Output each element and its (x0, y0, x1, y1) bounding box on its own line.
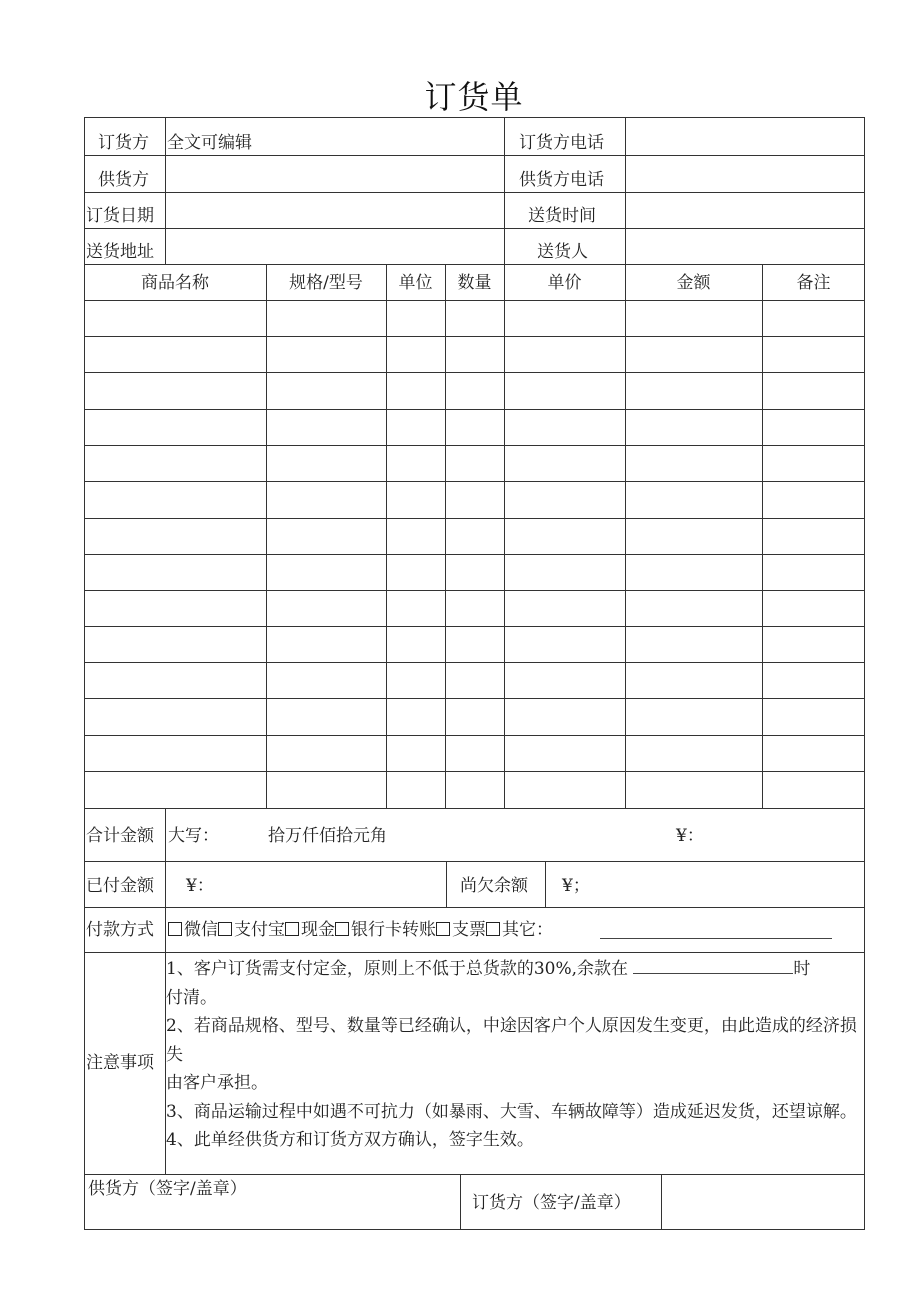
checkbox-bank-transfer[interactable] (335, 922, 349, 936)
payment-options (168, 920, 553, 940)
supplier-signature-label: 供货方（签字/盖章） (88, 1179, 247, 1199)
col-header-remarks: 备注 (796, 273, 831, 293)
checkbox-wechat[interactable] (168, 922, 182, 936)
paid-label: 已付金额 (86, 876, 154, 896)
notes-content (166, 955, 862, 1173)
delivery-address-label: 送货地址 (86, 242, 154, 262)
deliverer-label: 送货人 (537, 242, 588, 262)
deliverer-field[interactable] (630, 232, 862, 262)
note-2-end: 由客户承担。 (166, 1073, 268, 1093)
total-yen-label[interactable]: ¥： (676, 826, 704, 846)
note-4: 4、此单经供货方和订货方双方确认，签字生效。 (166, 1130, 534, 1150)
other-payment-field[interactable] (600, 938, 832, 939)
note-2: 2、若商品规格、型号、数量等已经确认，中途因客户个人原因发生变更，由此造成的经济损失 (166, 1016, 857, 1065)
delivery-time-label: 送货时间 (528, 206, 596, 226)
buyer-label: 订货方 (98, 133, 149, 153)
buyer-field[interactable]: 全文可编辑 (167, 133, 252, 153)
checkbox-cash[interactable] (285, 922, 299, 936)
buyer-phone-label: 订货方电话 (519, 133, 604, 153)
note-3: 3、商品运输过程中如遇不可抗力（如暴雨、大雪、车辆故障等）造成延迟发货，还望谅解。 (166, 1101, 857, 1122)
col-header-spec-model: 规格/型号 (289, 273, 363, 293)
delivery-time-field[interactable] (630, 196, 862, 226)
option-check: 支票 (452, 920, 486, 940)
option-bank-transfer: 银行卡转账 (351, 920, 436, 940)
notes-label: 注意事项 (86, 1053, 154, 1073)
note-1-suffix: 时 (793, 959, 811, 979)
total-uppercase-units[interactable]: 拾万仟佰拾元角 (268, 826, 387, 846)
option-cash: 现金 (301, 920, 335, 940)
option-wechat: 微信 (184, 920, 218, 940)
owed-label: 尚欠余额 (460, 876, 528, 896)
order-date-label: 订货日期 (86, 206, 154, 226)
note-1: 1、客户订货需支付定金，原则上不低于总货款的30%,余款在 (166, 959, 629, 979)
delivery-address-field[interactable] (170, 232, 500, 262)
col-header-product-name: 商品名称 (141, 273, 209, 293)
col-header-quantity: 数量 (457, 273, 492, 293)
page-title: 订货单 (424, 78, 524, 116)
col-header-amount: 金额 (676, 273, 711, 293)
total-label: 合计金额 (86, 826, 154, 846)
checkbox-alipay[interactable] (218, 922, 232, 936)
total-uppercase-label: 大写： (168, 826, 219, 846)
paid-yen-field[interactable]: ¥： (186, 876, 214, 896)
option-alipay: 支付宝 (234, 920, 285, 940)
supplier-label: 供货方 (98, 170, 149, 190)
col-header-unit: 单位 (398, 273, 433, 293)
buyer-signature-label: 订货方（签字/盖章） (472, 1193, 631, 1213)
owed-yen-field[interactable]: ¥； (562, 876, 590, 896)
supplier-phone-label: 供货方电话 (519, 170, 604, 190)
col-header-unit-price: 单价 (547, 273, 582, 293)
payment-label: 付款方式 (86, 920, 154, 940)
checkbox-other[interactable] (486, 922, 500, 936)
note-1-end: 付清。 (166, 987, 217, 1008)
supplier-field[interactable] (170, 160, 500, 190)
buyer-phone-field[interactable] (630, 122, 862, 152)
order-date-field[interactable] (170, 196, 500, 226)
supplier-phone-field[interactable] (630, 160, 862, 190)
checkbox-check[interactable] (436, 922, 450, 936)
balance-due-field[interactable] (633, 959, 793, 974)
buyer-signature-field[interactable] (666, 1180, 860, 1226)
option-other: 其它： (502, 920, 553, 940)
